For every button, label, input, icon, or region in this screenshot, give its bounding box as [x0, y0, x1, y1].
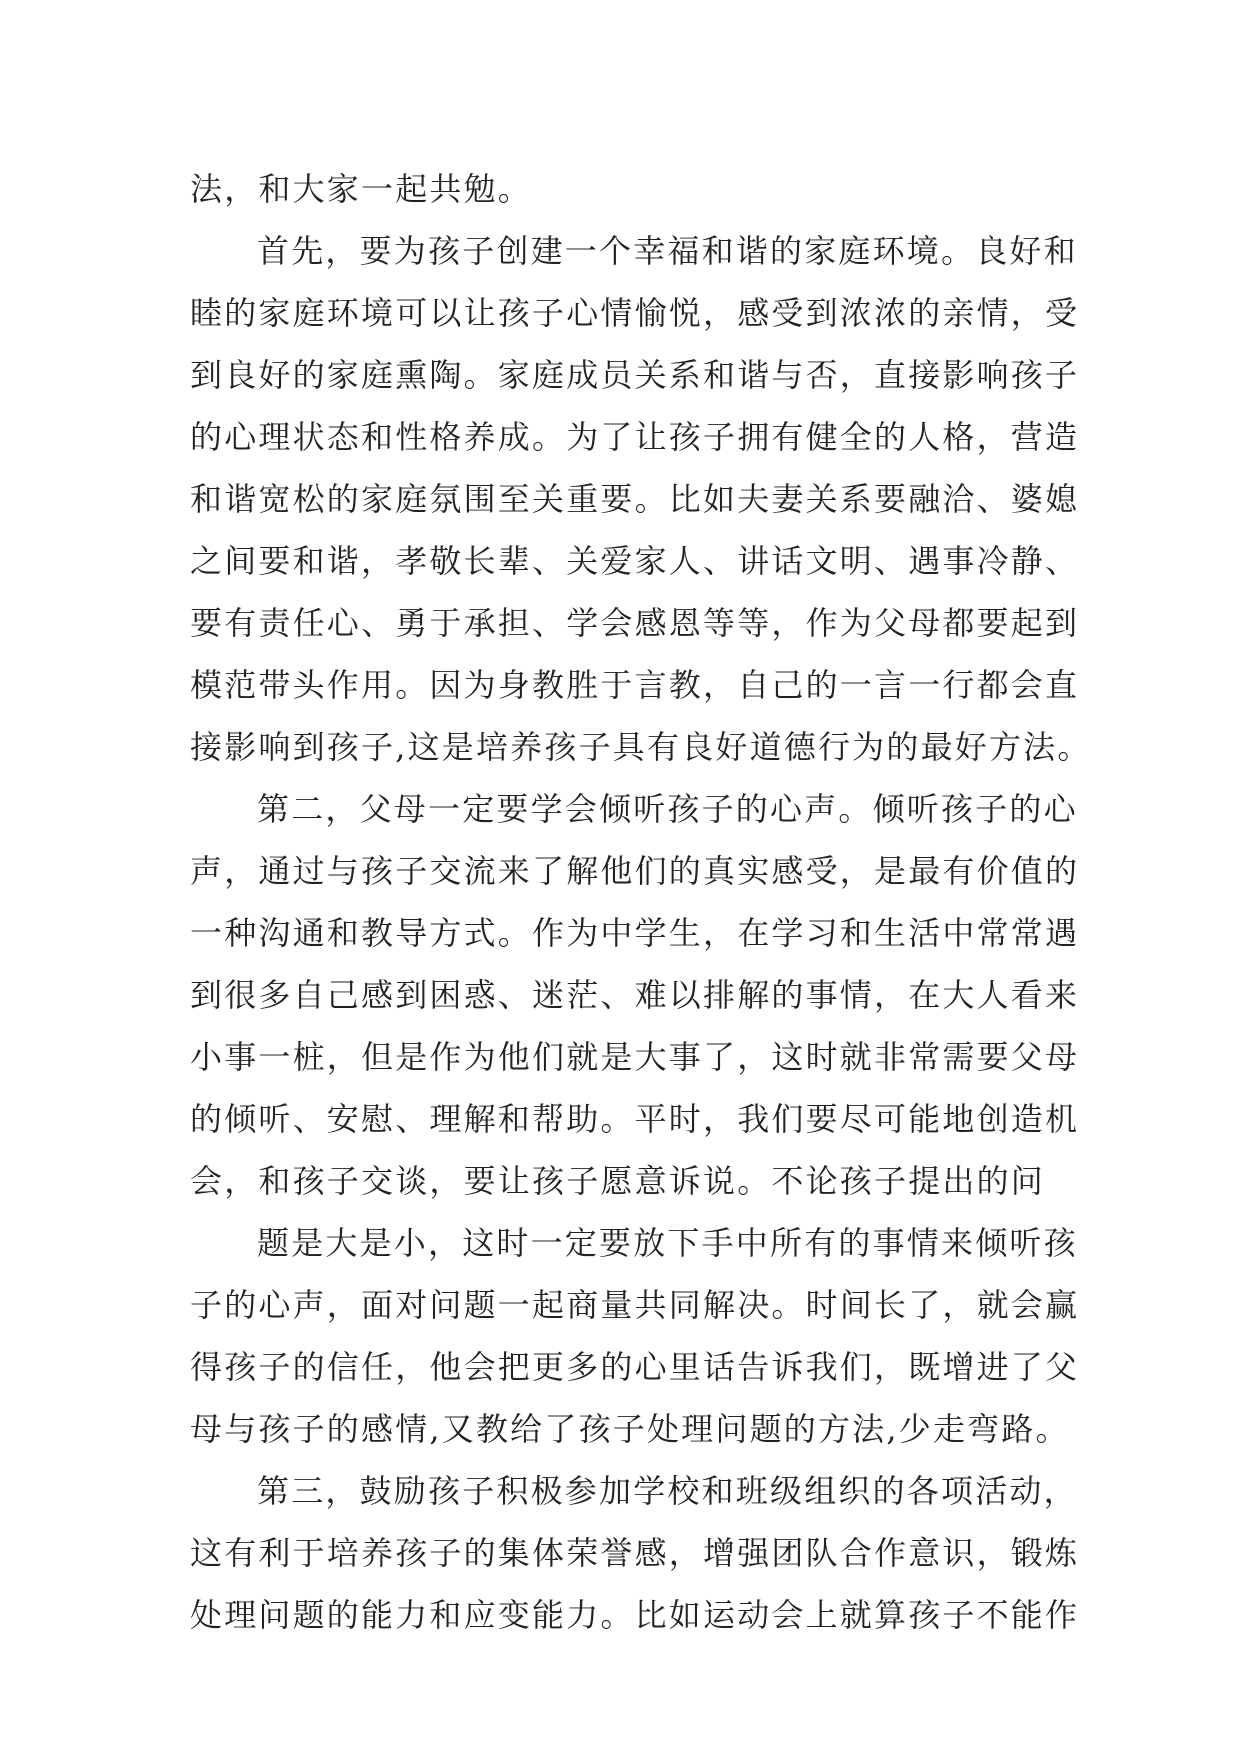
text-line: 的心理状态和性格养成。为了让孩子拥有健全的人格，营造 [190, 418, 1080, 456]
text-line: 的倾听、安慰、理解和帮助。平时，我们要尽可能地创造机 [190, 1100, 1080, 1138]
text-line: 模范带头作用。因为身教胜于言教，自己的一言一行都会直 [190, 666, 1080, 704]
text-line: 到良好的家庭熏陶。家庭成员关系和谐与否，直接影响孩子 [190, 356, 1080, 394]
text-line: 声，通过与孩子交流来了解他们的真实感受，是最有价值的 [190, 852, 1080, 890]
text-line: 要有责任心、勇于承担、学会感恩等等，作为父母都要起到 [190, 604, 1080, 642]
text-line: 母与孩子的感情,又教给了孩子处理问题的方法,少走弯路。 [190, 1410, 1070, 1448]
text-line: 一种沟通和教导方式。作为中学生，在学习和生活中常常遇 [190, 914, 1080, 952]
text-line: 法，和大家一起共勉。 [190, 170, 533, 208]
text-line: 小事一桩，但是作为他们就是大事了，这时就非常需要父母 [190, 1038, 1080, 1076]
text-line: 子的心声，面对问题一起商量共同解决。时间长了，就会赢 [190, 1286, 1080, 1324]
text-line: 首先，要为孩子创建一个幸福和谐的家庭环境。良好和 [257, 232, 1078, 270]
text-line: 第二，父母一定要学会倾听孩子的心声。倾听孩子的心 [257, 790, 1078, 828]
text-line: 睦的家庭环境可以让孩子心情愉悦，感受到浓浓的亲情，受 [190, 294, 1080, 332]
text-line: 接影响到孩子,这是培养孩子具有良好道德行为的最好方法。 [190, 728, 1092, 766]
text-line: 第三，鼓励孩子积极参加学校和班级组织的各项活动， [257, 1472, 1078, 1510]
text-line: 到很多自己感到困惑、迷茫、难以排解的事情，在大人看来 [190, 976, 1080, 1014]
text-line: 得孩子的信任，他会把更多的心里话告诉我们，既增进了父 [190, 1348, 1080, 1386]
text-line: 处理问题的能力和应变能力。比如运动会上就算孩子不能作 [190, 1596, 1080, 1634]
text-line: 和谐宽松的家庭氛围至关重要。比如夫妻关系要融洽、婆媳 [190, 480, 1080, 518]
text-line: 会，和孩子交谈，要让孩子愿意诉说。不论孩子提出的问 [190, 1162, 1046, 1200]
text-line: 题是大是小，这时一定要放下手中所有的事情来倾听孩 [257, 1224, 1078, 1262]
text-line: 之间要和谐，孝敬长辈、关爱家人、讲话文明、遇事冷静、 [190, 542, 1080, 580]
document-body [190, 158, 1092, 1646]
text-line: 这有利于培养孩子的集体荣誉感，增强团队合作意识，锻炼 [190, 1534, 1080, 1572]
